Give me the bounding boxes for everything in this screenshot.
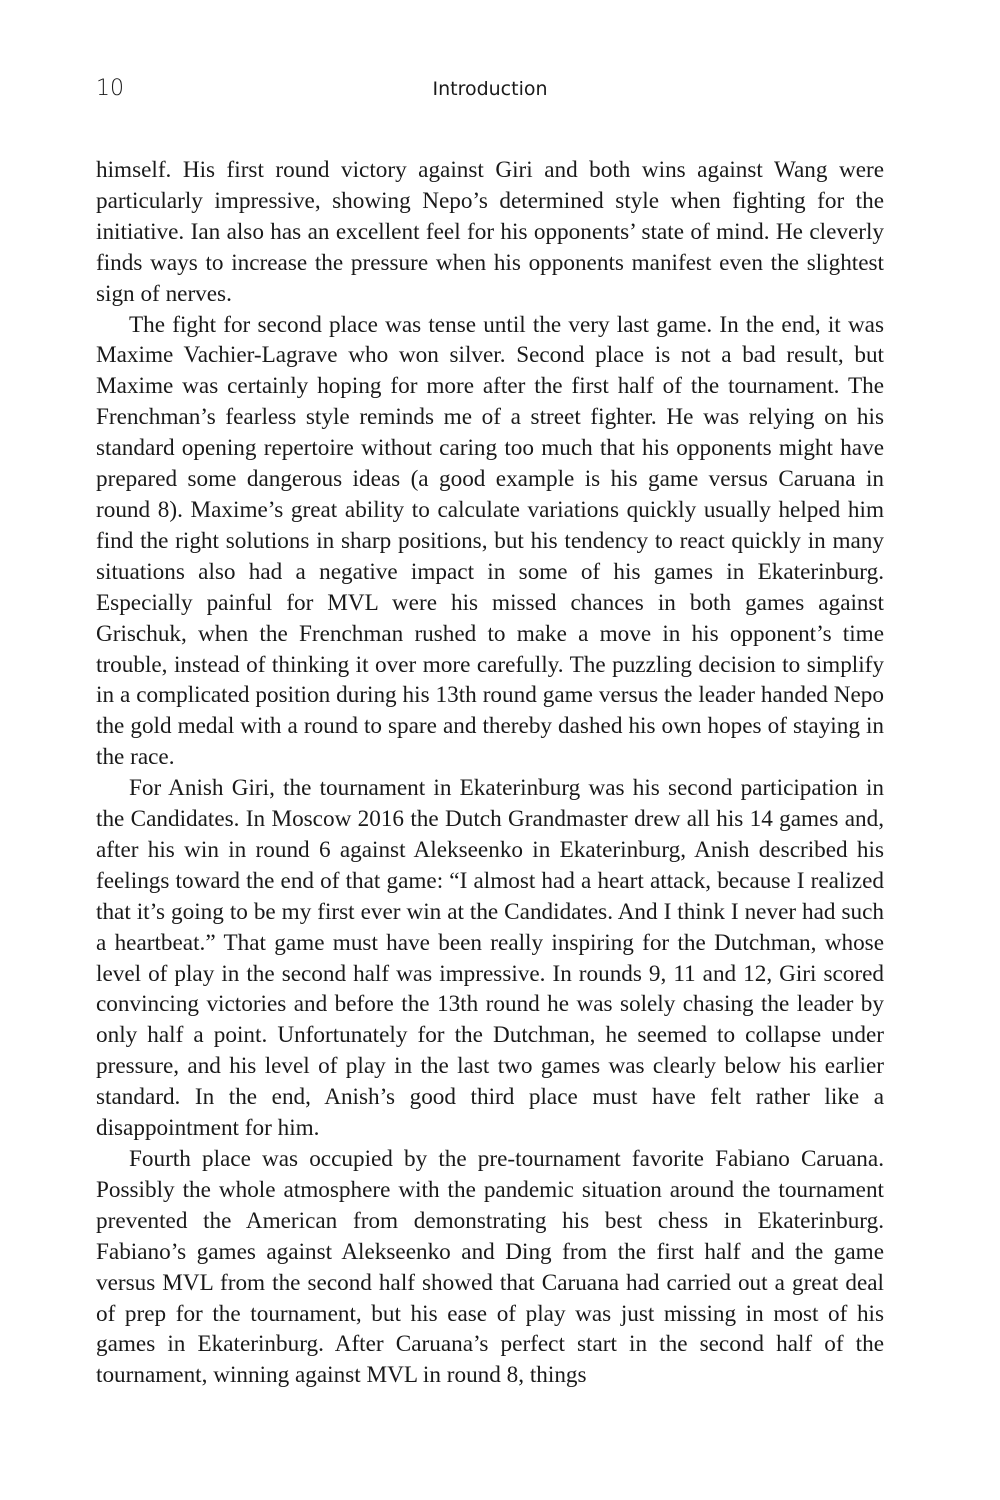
page-body bbox=[96, 155, 884, 1391]
paragraph-continuation: himself. His first round victory against Giri and both wins against Wang were particularly impressive, showing Nepo’s determined style when fighting for the initiative. Ian also has an excellent feel for his opponents’ state of mind. He cleverly finds ways to increase the pressure when his opponents manifest even the slightest sign of nerves. bbox=[96, 157, 884, 307]
paragraph-second-place: The fight for second place was tense until the very last game. In the end, it was Maxime Vachier-Lagrave who won silver. Second place is not a bad result, but Maxime was certainly hoping for more after the first half of the tournament. The Frenchman’s fearless style reminds me of a street fighter. He was relying on his standard opening repertoire without caring too much that his opponents might have prepared some dangerous ideas (a good example is his game versus Caruana in round 8). Maxime’s great ability to calculate variations quickly usually helped him find the right solutions in sharp positions, but his tendency to react quickly in many situations also had a negative impact in some of his games in Ekaterinburg. Especially painful for MVL were his missed chances in both games against Grischuk, when the Frenchman rushed to make a move in his opponent’s time trouble, instead of thinking it over more carefully. The puzzling decision to simplify in a complicated position during his 13th round game versus the leader handed Nepo the gold medal with a round to spare and thereby dashed his own hopes of staying in the race. bbox=[96, 311, 884, 771]
paragraph-caruana: Fourth place was occupied by the pre-tournament favorite Fabiano Caruana. Possibly the whole atmosphere with the pandemic situation around the tournament prevented the American from demonstrating his best chess in Ekaterinburg. Fabiano’s games against Alekseenko and Ding from the first half and the game versus MVL from the second half showed that Caruana had carried out a great deal of prep for the tournament, but his ease of play was just missing in most of his games in Ekaterinburg. After Caruana’s perfect start in the second half of the tournament, winning against MVL in round 8, things bbox=[96, 1146, 884, 1389]
paragraph-giri: For Anish Giri, the tournament in Ekaterinburg was his second participation in the Candidates. In Moscow 2016 the Dutch Grandmaster drew all his 14 games and, after his win in round 6 against Alekseenko in Ekaterinburg, Anish described his feelings toward the end of that game: “I almost had a heart attack, because I realized that it’s going to be my first ever win at the Candidates. And I think I never had such a heartbeat.” That game must have been really inspiring for the Dutchman, whose level of play in the second half was impressive. In rounds 9, 11 and 12, Giri scored convincing victories and before the 13th round he was solely chasing the leader by only half a point. Unfortunately for the Dutchman, he seemed to collapse under pressure, and his level of play in the last two games was clearly below his earlier standard. In the end, Anish’s good third place must have felt rather like a disappointment for him. bbox=[96, 775, 884, 1142]
page-number: 10 bbox=[96, 76, 124, 101]
page-header bbox=[96, 72, 884, 108]
running-title: Introduction bbox=[432, 78, 548, 100]
